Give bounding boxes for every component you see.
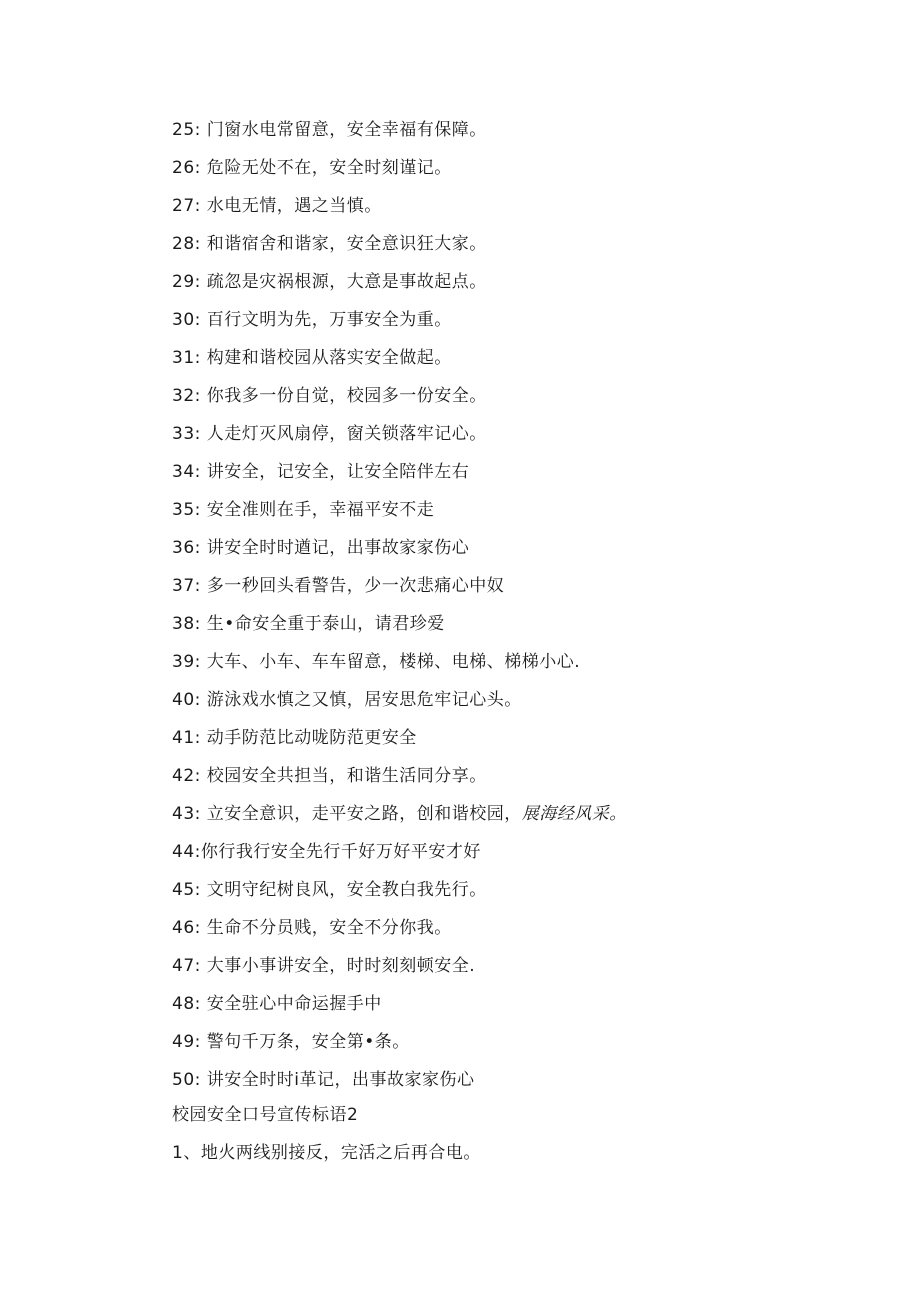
slogan-line <box>172 461 872 499</box>
slogan-text: 安全准则在手，幸福平安不走 <box>206 500 435 520</box>
slogan-text: 人走灯灭风扇停，窗关锁落牢记心。 <box>206 424 487 444</box>
slogan-line <box>172 575 872 613</box>
slogan-line <box>172 955 872 993</box>
slogan-separator: : <box>194 120 207 140</box>
slogan-number: 46 <box>172 918 195 938</box>
slogan-separator: : <box>194 348 207 368</box>
slogan-text: 构建和谐校园从落实安全做起。 <box>206 348 452 368</box>
slogan-line <box>172 727 872 765</box>
slogan-number: 37 <box>172 576 195 596</box>
slogan-text: 讲安全时时i革记，出事故家家伤心 <box>206 1070 475 1090</box>
slogan-number: 44 <box>172 842 195 862</box>
slogan-number: 40 <box>172 690 195 710</box>
slogan-number: 43 <box>172 804 195 824</box>
slogan-separator: : <box>194 614 207 634</box>
slogan-text: 大事小事讲安全，时时刻刻顿安全. <box>206 956 476 976</box>
slogan-separator: : <box>194 842 201 862</box>
slogan-number: 31 <box>172 348 195 368</box>
slogan-text: 动手防范比动咙防范更安全 <box>206 728 417 748</box>
slogan-line <box>172 613 872 651</box>
slogan-text: 大车、小车、车车留意，楼梯、电梯、梯梯小心. <box>206 652 581 672</box>
slogan-text: 你我多一份自觉，校园多一份安全。 <box>206 386 487 406</box>
slogan-text: 安全驻心中命运握手中 <box>206 994 382 1014</box>
slogan-number: 30 <box>172 310 195 330</box>
slogan-line <box>172 195 872 233</box>
slogan-line <box>172 689 872 727</box>
slogan-number: 27 <box>172 196 195 216</box>
slogan-text: 百行文明为先，万事安全为重。 <box>206 310 452 330</box>
list-item: 1、地火两线别接反，完活之后再合电。 <box>172 1143 481 1163</box>
slogan-number: 48 <box>172 994 195 1014</box>
slogan-separator: : <box>194 1032 207 1052</box>
slogan-line <box>172 803 872 841</box>
slogan-separator: : <box>194 766 207 786</box>
slogan-text: 生•命安全重于泰山，请君珍爱 <box>206 614 445 634</box>
slogan-text: 危险无处不在，安全时刻谨记。 <box>206 158 452 178</box>
slogan-line <box>172 765 872 803</box>
slogan-separator: : <box>194 538 207 558</box>
slogan-text: 警句千万条，安全第•条。 <box>206 1032 410 1052</box>
slogan-number: 50 <box>172 1070 195 1090</box>
slogan-text: 立安全意识，走平安之路，创和谐校园， <box>206 804 522 824</box>
slogan-separator: : <box>194 310 207 330</box>
slogan-line <box>172 309 872 347</box>
slogan-number: 39 <box>172 652 195 672</box>
slogan-line <box>172 119 872 157</box>
slogan-line <box>172 917 872 955</box>
slogan-text: 疏忽是灾祸根源，大意是事故起点。 <box>206 272 487 292</box>
slogan-line <box>172 157 872 195</box>
slogan-separator: : <box>194 1070 207 1090</box>
slogan-number: 49 <box>172 1032 195 1052</box>
slogan-line <box>172 499 872 537</box>
slogan-separator: : <box>194 196 207 216</box>
slogan-number: 36 <box>172 538 195 558</box>
slogan-number: 47 <box>172 956 195 976</box>
slogan-text: 生命不分员贱，安全不分你我。 <box>206 918 452 938</box>
slogan-number: 42 <box>172 766 195 786</box>
slogan-separator: : <box>194 424 207 444</box>
slogan-text: 讲安全，记安全，让安全陪伴左右 <box>206 462 470 482</box>
slogan-line <box>172 537 872 575</box>
slogan-line <box>172 879 872 917</box>
slogan-line <box>172 993 872 1031</box>
slogan-line <box>172 651 872 689</box>
slogan-line <box>172 1031 872 1069</box>
slogan-number: 28 <box>172 234 195 254</box>
slogan-separator: : <box>194 462 207 482</box>
slogan-text: 校园安全共担当，和谐生活同分享。 <box>206 766 487 786</box>
slogan-number: 45 <box>172 880 195 900</box>
slogan-number: 34 <box>172 462 195 482</box>
slogan-separator: : <box>194 804 207 824</box>
slogan-text: 多一秒回头看警告，少一次悲痛心中奴 <box>206 576 505 596</box>
slogan-number: 29 <box>172 272 195 292</box>
slogan-text: 文明守纪树良风，安全教白我先行。 <box>206 880 487 900</box>
slogan-separator: : <box>194 652 207 672</box>
slogan-number: 26 <box>172 158 195 178</box>
slogan-separator: : <box>194 158 207 178</box>
slogan-text: 游泳戏水慎之又慎，居安思危牢记心头。 <box>206 690 522 710</box>
slogan-line <box>172 1069 872 1107</box>
slogan-number: 25 <box>172 120 195 140</box>
slogan-number: 38 <box>172 614 195 634</box>
slogan-text: 讲安全时时遒记，出事故家家伤心 <box>206 538 470 558</box>
slogan-line <box>172 423 872 461</box>
slogan-separator: : <box>194 234 207 254</box>
slogan-text: 和谐宿舍和谐家，安全意识狂大家。 <box>206 234 487 254</box>
section-heading: 校园安全口号宣传标语2 <box>172 1105 359 1125</box>
slogan-number: 35 <box>172 500 195 520</box>
slogan-number: 33 <box>172 424 195 444</box>
slogan-number: 41 <box>172 728 195 748</box>
slogan-number: 32 <box>172 386 195 406</box>
slogan-list <box>172 119 872 1107</box>
slogan-separator: : <box>194 880 207 900</box>
slogan-line <box>172 233 872 271</box>
slogan-separator: : <box>194 956 207 976</box>
slogan-text: 水电无情，遇之当慎。 <box>206 196 382 216</box>
slogan-separator: : <box>194 728 207 748</box>
slogan-text: 你行我行安全先行千好万好平安才好 <box>200 842 481 862</box>
slogan-text-italic: 展海经风采。 <box>521 804 627 824</box>
slogan-separator: : <box>194 576 207 596</box>
slogan-separator: : <box>194 690 207 710</box>
slogan-line <box>172 271 872 309</box>
slogan-line <box>172 841 872 879</box>
slogan-separator: : <box>194 994 207 1014</box>
slogan-separator: : <box>194 386 207 406</box>
slogan-text: 门窗水电常留意，安全幸福有保障。 <box>206 120 487 140</box>
slogan-separator: : <box>194 500 207 520</box>
slogan-separator: : <box>194 272 207 292</box>
slogan-line <box>172 385 872 423</box>
slogan-line <box>172 347 872 385</box>
slogan-separator: : <box>194 918 207 938</box>
